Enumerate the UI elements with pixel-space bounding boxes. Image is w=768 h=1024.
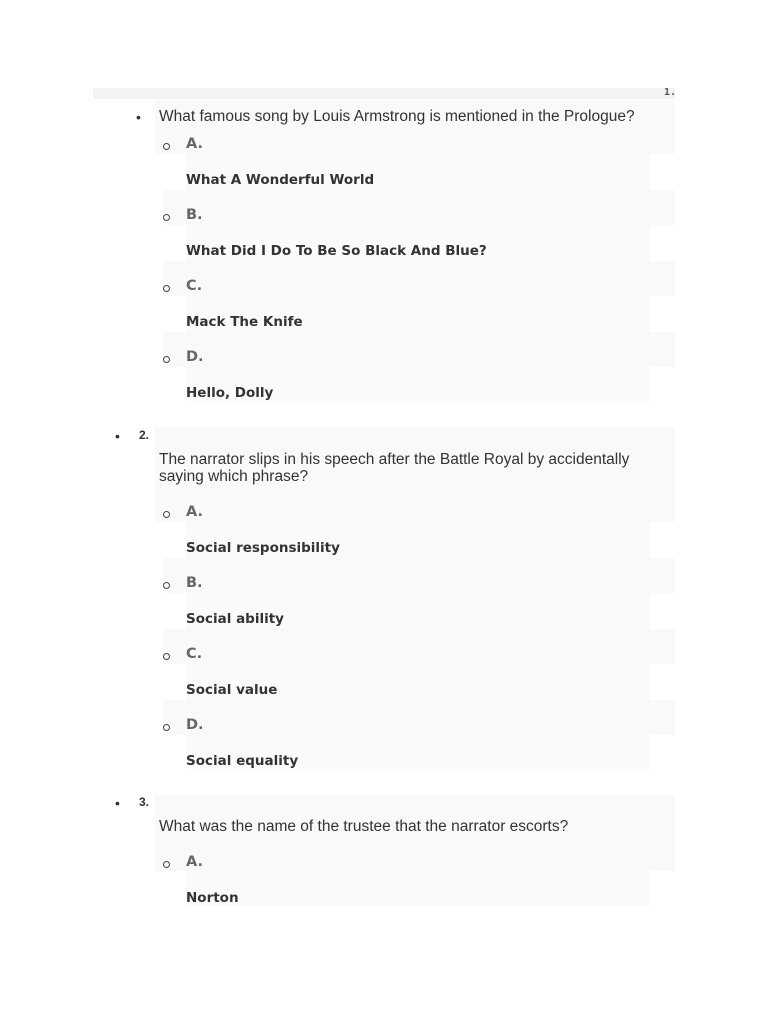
option-letter: B. [186,575,203,591]
radio-circle-icon[interactable] [163,724,170,731]
answer-text[interactable]: Mack The Knife [186,314,303,330]
answer-text[interactable]: Social ability [186,611,284,627]
radio-circle-icon[interactable] [163,653,170,660]
question-number-3: 3. [139,795,150,809]
option-letter: A. [186,504,203,520]
radio-circle-icon[interactable] [163,285,170,292]
radio-circle-icon[interactable] [163,356,170,363]
option-letter: C. [186,278,203,294]
question-text-2: The narrator slips in his speech after the Battle Royal by accidentally saying which phrase? [159,451,630,485]
answer-text[interactable]: Social value [186,682,278,698]
bullet-icon: • [115,795,120,811]
radio-circle-icon[interactable] [163,511,170,518]
option-letter: D. [186,717,204,733]
radio-circle-icon[interactable] [163,143,170,150]
answer-text[interactable]: What A Wonderful World [186,172,375,188]
radio-circle-icon[interactable] [163,861,170,868]
header-bar [93,88,675,99]
page-number-label: 1. [664,87,677,98]
question-text-3: What was the name of the trustee that the narrator escorts? [159,818,569,835]
option-header-box [163,332,675,367]
option-letter: A. [186,854,203,870]
answer-text[interactable]: What Did I Do To Be So Black And Blue? [186,243,487,259]
option-letter: B. [186,207,203,223]
option-letter: C. [186,646,203,662]
answer-text[interactable]: Social equality [186,753,299,769]
option-letter: D. [186,349,204,365]
option-header-box [163,130,675,154]
option-header-box [163,558,675,593]
radio-circle-icon[interactable] [163,214,170,221]
option-header-box [163,700,675,735]
bullet-icon: • [115,428,120,444]
bullet-icon: • [136,109,141,125]
answer-box [186,871,650,906]
answer-text[interactable]: Norton [186,890,239,906]
option-header-box [163,629,675,664]
option-header-box [163,261,675,296]
option-letter: A. [186,136,203,152]
question-text-1: What famous song by Louis Armstrong is mentioned in the Prologue? [159,108,635,125]
radio-circle-icon[interactable] [163,582,170,589]
option-header-box [163,190,675,225]
answer-text[interactable]: Social responsibility [186,540,340,556]
answer-text[interactable]: Hello, Dolly [186,385,274,401]
question-number-2: 2. [139,428,150,442]
